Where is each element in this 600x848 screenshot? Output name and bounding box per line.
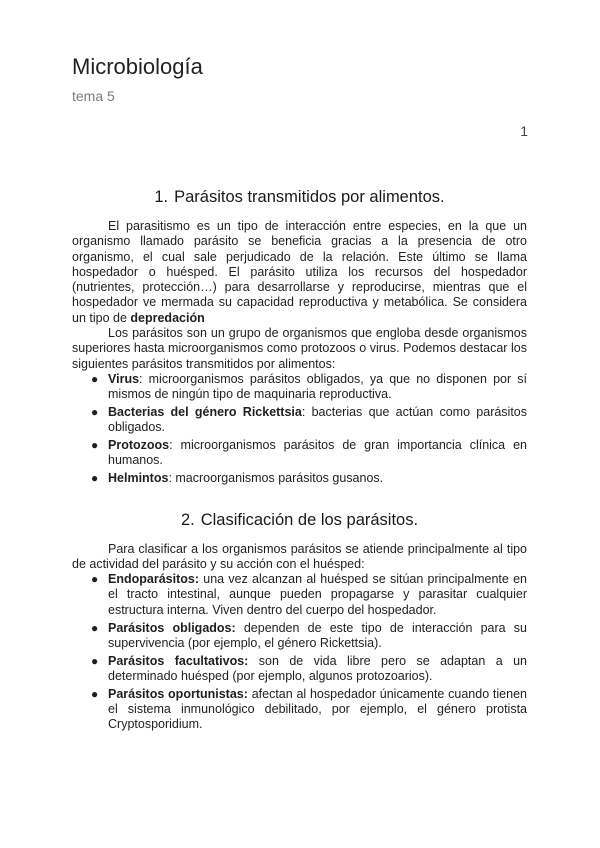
document-title: Microbiología: [72, 54, 203, 79]
bullet-icon: ●: [91, 620, 99, 635]
list-item: [91, 653, 527, 685]
list-term: Parásitos oportunistas:: [108, 686, 248, 701]
section-number: 2.: [180, 510, 195, 529]
list-term: Virus: [108, 371, 140, 386]
paragraph-text: El parasitismo es un tipo de interacción entre especies, en la que un organismo llamado parásito se beneficia gracias a la presencia de otro organismo, el cual sale perjudicado de la relación. Este último se llama hospedador o huésped. El parásito utiliza los recursos del hospedador (nutrientes, protección…) para desarrollarse y reproducirse, mientras que el hospedador ve mermada su capacidad reproductiva y metabólica. Se considera un tipo de: [72, 219, 527, 325]
list-text: : macroorganismos parásitos gusanos.: [168, 471, 384, 486]
list-item: [91, 371, 527, 403]
paragraph-text: Los parásitos son un grupo de organismos que engloba desde organismos superiores hasta microorganismos como protozoos o virus. Podemos destacar los siguientes parásitos transmitidos por alimentos:: [72, 326, 527, 371]
list-text: afectan al hospedador únicamente cuando tienen el sistema inmunológico debilitado, por ejemplo, el género protista Cryptosporidium.: [108, 686, 527, 732]
section-title: Clasificación de los parásitos.: [200, 510, 419, 529]
list-term: Helmintos: [108, 471, 169, 486]
bullet-list: [72, 372, 527, 487]
bullet-icon: ●: [91, 371, 99, 386]
list-text: : bacterias que actúan como parásitos obligados.: [108, 405, 528, 435]
paragraph: [72, 326, 527, 372]
bullet-icon: ●: [91, 438, 99, 453]
list-text: son de vida libre pero se adaptan a un determinado huésped (por ejemplo, algunos protozoarios).: [108, 653, 527, 683]
bullet-list: [72, 572, 527, 732]
list-term: Protozoos: [108, 438, 170, 453]
list-item: [91, 405, 528, 436]
document-subtitle: tema 5: [72, 88, 115, 104]
list-term: Endoparásitos:: [108, 572, 199, 587]
bullet-icon: ●: [91, 405, 99, 420]
list-item: [91, 620, 527, 652]
section-title: Parásitos transmitidos por alimentos.: [174, 188, 445, 206]
bold-term: depredación: [130, 310, 205, 325]
list-item: [91, 686, 527, 733]
list-item: [91, 471, 527, 486]
bullet-icon: ●: [91, 572, 99, 587]
list-term: Bacterias del género Rickettsia: [108, 405, 302, 420]
page-number: 1: [520, 123, 528, 139]
list-item: [91, 572, 527, 618]
section-heading: [72, 188, 527, 207]
list-text: : microorganismos parásitos de gran importancia clínica en humanos.: [108, 438, 527, 468]
list-text: una vez alcanzan al huésped se sitúan principalmente en el tracto intestinal, aunque pueden propagarse y parasitar cualquier estructura interna. Viven dentro del cuerpo del hospedador.: [108, 572, 527, 617]
section-number: 1.: [154, 188, 169, 206]
bullet-icon: ●: [91, 653, 99, 668]
list-text: : microorganismos parásitos obligados, ya que no disponen por sí mismos de ningún tipo de maquinaria reproductiva.: [108, 371, 527, 402]
list-term: Parásitos obligados:: [108, 620, 236, 635]
section-2: [72, 511, 527, 733]
paragraph: [72, 542, 527, 573]
paragraph: [72, 219, 527, 326]
list-item: [91, 438, 527, 469]
section-1: [72, 188, 527, 487]
bullet-icon: ●: [91, 686, 99, 701]
list-term: Parásitos facultativos:: [108, 653, 249, 668]
paragraph-text: Para clasificar a los organismos parásitos se atiende principalmente al tipo de actividad del parásito y su acción con el huésped:: [72, 541, 527, 571]
bullet-icon: ●: [91, 471, 99, 486]
document-body: [72, 188, 527, 735]
list-text: dependen de este tipo de interacción para su supervivencia (por ejemplo, el género Rickettsia).: [108, 620, 527, 650]
section-heading: [72, 511, 527, 530]
